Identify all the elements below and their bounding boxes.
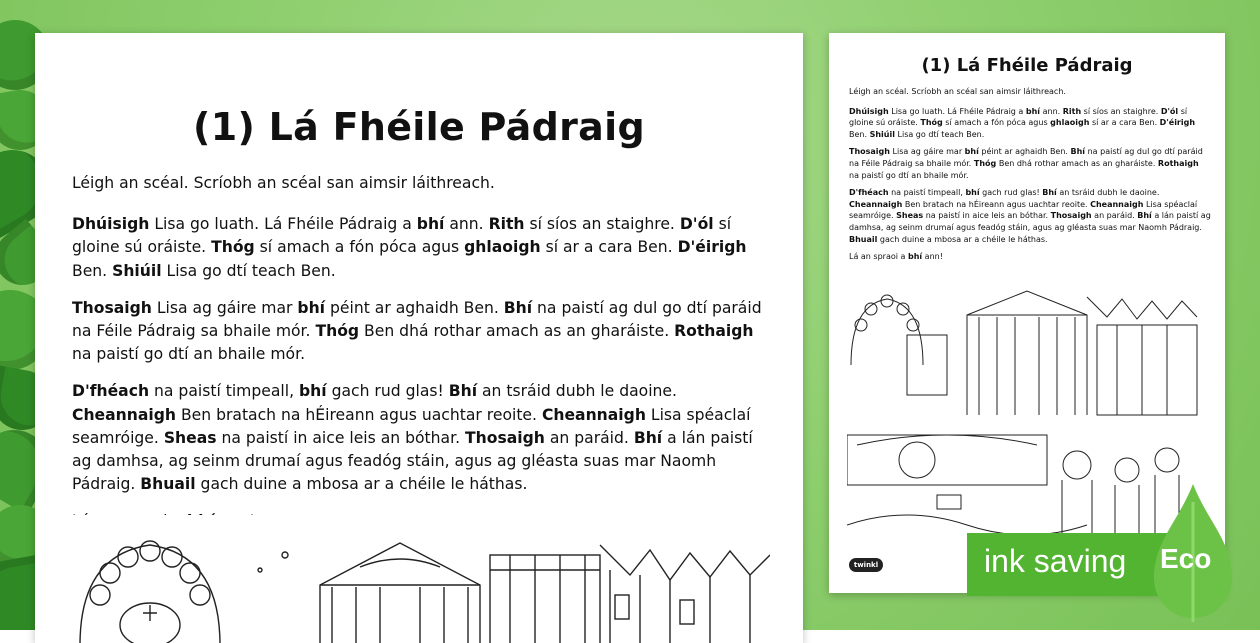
verb-highlight: bhí <box>297 298 326 317</box>
story-text: Ben dhá rothar amach as an gharáiste. <box>359 322 675 341</box>
instruction-text: Léigh an scéal. Scríobh an scéal san aimsir láithreach. <box>72 174 495 192</box>
verb-highlight: Rothaigh <box>674 322 754 341</box>
verb-highlight: Bhuail <box>140 475 196 494</box>
verb-highlight: Thosaigh <box>1050 211 1092 221</box>
story-text: sí síos an staighre. <box>524 215 680 234</box>
story-text: Lisa go dtí teach Ben. <box>161 261 336 280</box>
verb-highlight: Cheannaigh <box>849 199 903 209</box>
verb-highlight: Sheas <box>896 211 924 221</box>
story-text: na paistí ag dul go dtí paráid na Féile Pádraig sa bhaile mór. <box>72 298 762 341</box>
story-paragraph-small <box>849 106 1211 141</box>
verb-highlight: Thosaigh <box>72 298 152 317</box>
verb-highlight: Bhí <box>1137 211 1152 221</box>
story-text: péint ar aghaidh Ben. <box>978 147 1071 157</box>
story-text: Ben bratach na hÉireann agus uachtar reoite. <box>175 405 542 424</box>
verb-highlight: D'ól <box>679 215 714 234</box>
story-text: Lisa go dtí teach Ben. <box>894 129 985 139</box>
story-text: na paistí in aice leis an bóthar. <box>216 428 466 447</box>
story-text: a lán paistí ag damhsa, ag seinm drumaí agus feadóg stáin, agus ag gléasta suas mar Naomh Pádraig. <box>72 428 753 494</box>
worksheet-title: (1) Lá Fhéile Pádraig <box>193 105 645 149</box>
story-text: ann! <box>214 512 256 531</box>
ink-saving-label: ink saving <box>984 543 1127 579</box>
verb-highlight: Bhí <box>448 382 478 401</box>
story-text: Lisa ag gáire mar <box>889 147 965 157</box>
verb-highlight: Shiúil <box>112 261 162 280</box>
verb-highlight: Rith <box>1062 106 1082 116</box>
story-text: gach duine a mbosa ar a chéile le háthas. <box>195 475 528 494</box>
story-text: ann! <box>922 252 943 262</box>
story-text: Lisa go luath. Lá Fhéile Pádraig a <box>888 106 1026 116</box>
verb-highlight: D'éirigh <box>1159 118 1196 128</box>
verb-highlight: Cheannaigh <box>1090 199 1144 209</box>
verb-highlight: Sheas <box>163 428 217 447</box>
parade-illustration <box>70 515 770 643</box>
verb-highlight: bhí <box>416 215 445 234</box>
verb-highlight: bhí <box>964 147 979 157</box>
verb-highlight: Bhí <box>1042 188 1057 198</box>
verb-highlight: Cheannaigh <box>72 405 176 424</box>
verb-highlight: Thóg <box>211 238 255 257</box>
story-paragraph-small <box>849 187 1211 245</box>
verb-highlight: bhí <box>186 512 215 531</box>
verb-highlight: Thosaigh <box>849 147 890 157</box>
verb-highlight: Bhí <box>1070 147 1086 157</box>
verb-highlight: ghlaoigh <box>1050 118 1090 128</box>
verb-highlight: Dhúisigh <box>72 215 150 234</box>
story-text: sí amach a fón póca agus <box>254 238 465 257</box>
story-text: Lisa go luath. Lá Fhéile Pádraig a <box>149 215 417 234</box>
verb-highlight: Bhuail <box>849 234 878 244</box>
verb-highlight: bhí <box>907 252 923 262</box>
verb-highlight: bhí <box>965 188 980 198</box>
story-text: an paráid. <box>1091 211 1138 221</box>
verb-highlight: Rothaigh <box>1157 158 1199 168</box>
worksheet-page-large <box>35 33 803 643</box>
verb-highlight: Bhí <box>633 428 663 447</box>
story-text: Lisa spéaclaí seamróige. <box>849 199 1198 221</box>
instruction-text-small: Léigh an scéal. Scríobh an scéal san aimsir láithreach. <box>849 87 1066 96</box>
worksheet-body <box>72 172 772 548</box>
story-text: na paistí go dtí an bhaile mór. <box>72 345 306 364</box>
verb-highlight: Rith <box>488 215 525 234</box>
story-text: na paistí go dtí an bhaile mór. <box>849 170 969 180</box>
verb-highlight: bhí <box>299 382 327 401</box>
story-text: gach rud glas! <box>979 188 1043 198</box>
story-text: a lán paistí ag damhsa, ag seinm drumaí agus feadóg stáin, agus ag gléasta suas mar Naomh Pádraig. <box>849 211 1211 232</box>
verb-highlight: ghlaoigh <box>464 238 541 257</box>
twinkl-logo: twinkl <box>849 558 883 572</box>
verb-highlight: Shiúil <box>869 129 895 139</box>
story-paragraph-small <box>849 251 1211 263</box>
story-text: Ben dhá rothar amach as an gharáiste. <box>996 158 1158 168</box>
story-text: Lisa ag gáire mar <box>151 298 298 317</box>
story-text: na paistí timpeall, <box>149 382 299 401</box>
story-text: péint ar aghaidh Ben. <box>325 298 504 317</box>
verb-highlight: D'ól <box>1160 106 1179 116</box>
verb-highlight: Thóg <box>315 322 360 341</box>
verb-highlight: D'fhéach <box>72 382 150 401</box>
story-paragraph <box>72 380 772 496</box>
story-text: sí ar a cara Ben. <box>1089 118 1160 128</box>
story-text: an paráid. <box>544 428 634 447</box>
verb-highlight: Dhúisigh <box>849 106 889 116</box>
story-text: na paistí in aice leis an bóthar. <box>923 211 1051 221</box>
story-text: sí gloine sú oráiste. <box>849 106 1188 128</box>
story-text: na paistí ag dul go dtí paráid na Féile Pádraig sa bhaile mór. <box>849 147 1203 168</box>
story-paragraph-small <box>849 146 1211 181</box>
story-paragraph <box>72 297 772 367</box>
story-text: sí ar a cara Ben. <box>540 238 678 257</box>
worksheet-title-small: (1) Lá Fhéile Pádraig <box>921 55 1133 76</box>
story-text: ann. <box>444 215 489 234</box>
story-text: an tsráid dubh le daoine. <box>1056 188 1160 198</box>
story-text: sí gloine sú oráiste. <box>72 215 732 257</box>
story-text: na paistí timpeall, <box>888 188 966 198</box>
story-text: Lisa spéaclaí seamróige. <box>72 405 751 447</box>
verb-highlight: Thóg <box>973 158 997 168</box>
eco-label: Eco <box>1160 543 1212 574</box>
verb-highlight: D'fhéach <box>849 188 889 198</box>
worksheet-body-small <box>849 86 1211 269</box>
story-text: ann. <box>1040 106 1063 116</box>
verb-highlight: D'éirigh <box>677 238 747 257</box>
story-text: Ben. <box>72 261 113 280</box>
story-text: an tsráid dubh le daoine. <box>477 382 677 401</box>
story-paragraph <box>72 213 772 283</box>
story-text: Ben. <box>849 129 870 139</box>
story-text: gach rud glas! <box>326 382 449 401</box>
verb-highlight: bhí <box>1025 106 1041 116</box>
verb-highlight: Bhí <box>503 298 533 317</box>
verb-highlight: Cheannaigh <box>541 405 646 424</box>
verb-highlight: Thosaigh <box>465 428 545 447</box>
verb-highlight: Thóg <box>920 118 943 128</box>
story-text: sí amach a fón póca agus <box>942 118 1051 128</box>
story-text: sí síos an staighre. <box>1081 106 1161 116</box>
story-text: Lá an spraoi a <box>72 512 187 531</box>
story-text: Ben bratach na hÉireann agus uachtar reoite. <box>902 199 1091 209</box>
story-text: Lá an spraoi a <box>849 252 908 262</box>
story-text: gach duine a mbosa ar a chéile le háthas. <box>877 234 1048 244</box>
